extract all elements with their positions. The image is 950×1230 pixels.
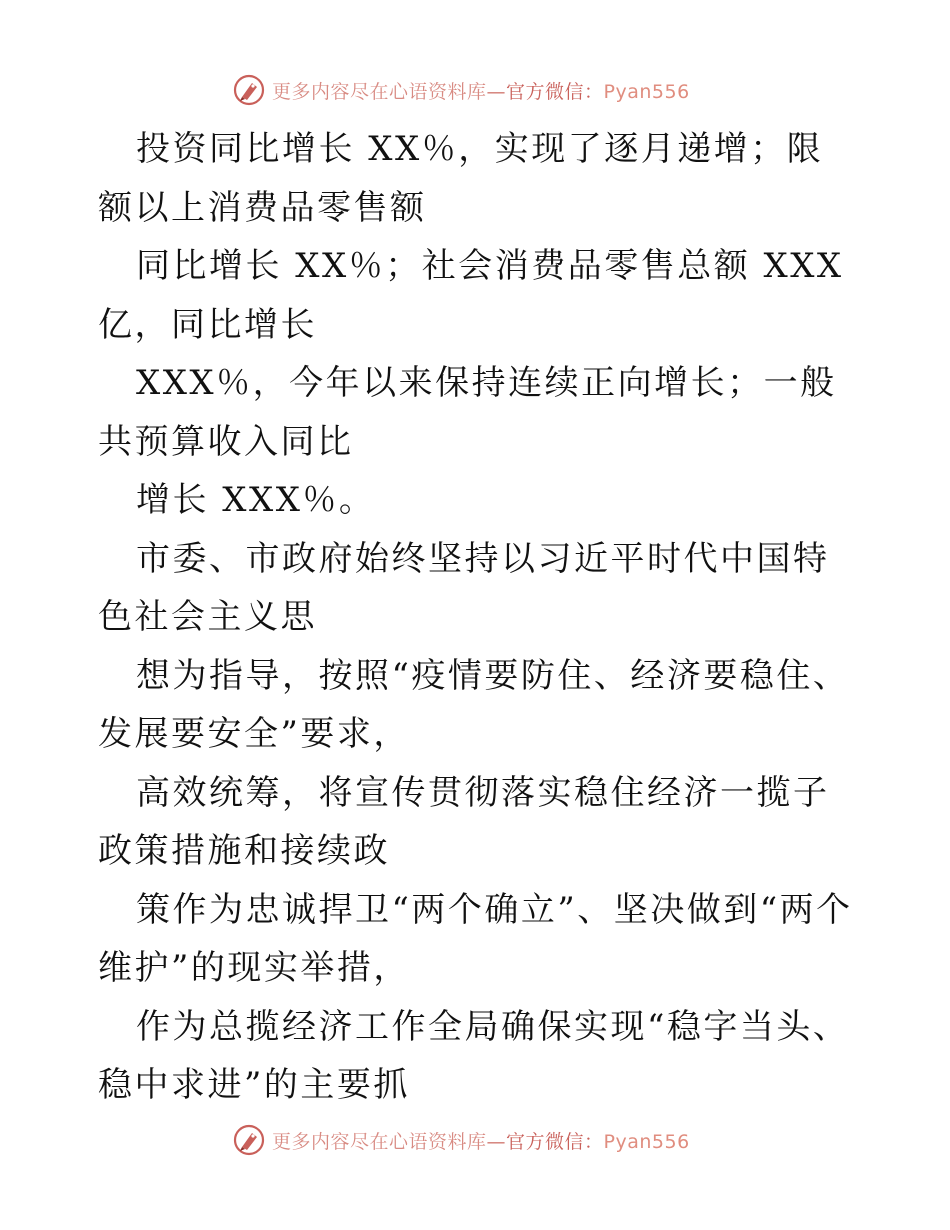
paragraph-2: 同比增长 XX％；社会消费品零售总额 XXX 亿，同比增长 <box>98 246 844 345</box>
watermark-account-id: Pyan556 <box>603 1130 690 1153</box>
watermark-brand: 更多内容尽在心语资料库 <box>272 1130 487 1153</box>
paragraph-3: XXX％，今年以来保持连续正向增长；一般共预算收入同比 <box>98 363 837 462</box>
document-body <box>98 120 858 1115</box>
footer-watermark <box>232 1122 712 1158</box>
paragraph-6: 想为指导，按照“疫情要防住、经济要稳住、发展要安全”要求， <box>98 655 850 754</box>
pen-nib-circle-icon <box>232 1123 266 1157</box>
watermark-text <box>272 1127 690 1154</box>
watermark-separator: — <box>486 1130 507 1153</box>
watermark-text <box>272 77 690 104</box>
paragraph-5: 市委、市政府始终坚持以习近平时代中国特色社会主义思 <box>98 538 830 637</box>
paragraph-8: 策作为忠诚捍卫“两个确立”、坚决做到“两个维护”的现实举措， <box>98 889 853 988</box>
watermark-account-id: Pyan556 <box>603 80 690 103</box>
paragraph-1: 投资同比增长 XX％，实现了逐月递增；限额以上消费品零售额 <box>98 129 824 228</box>
paragraph-4: 增长 XXX％。 <box>136 480 376 520</box>
watermark-separator: — <box>486 80 507 103</box>
watermark-brand: 更多内容尽在心语资料库 <box>272 80 487 103</box>
paragraph-7: 高效统筹，将宣传贯彻落实稳住经济一揽子政策措施和接续政 <box>98 772 830 871</box>
watermark-official: 官方微信： <box>506 1130 604 1153</box>
paragraph-9: 作为总揽经济工作全局确保实现“稳字当头、稳中求进”的主要抓 <box>98 1006 850 1105</box>
pen-nib-circle-icon <box>232 73 266 107</box>
header-watermark <box>232 72 712 108</box>
watermark-official: 官方微信： <box>506 80 604 103</box>
